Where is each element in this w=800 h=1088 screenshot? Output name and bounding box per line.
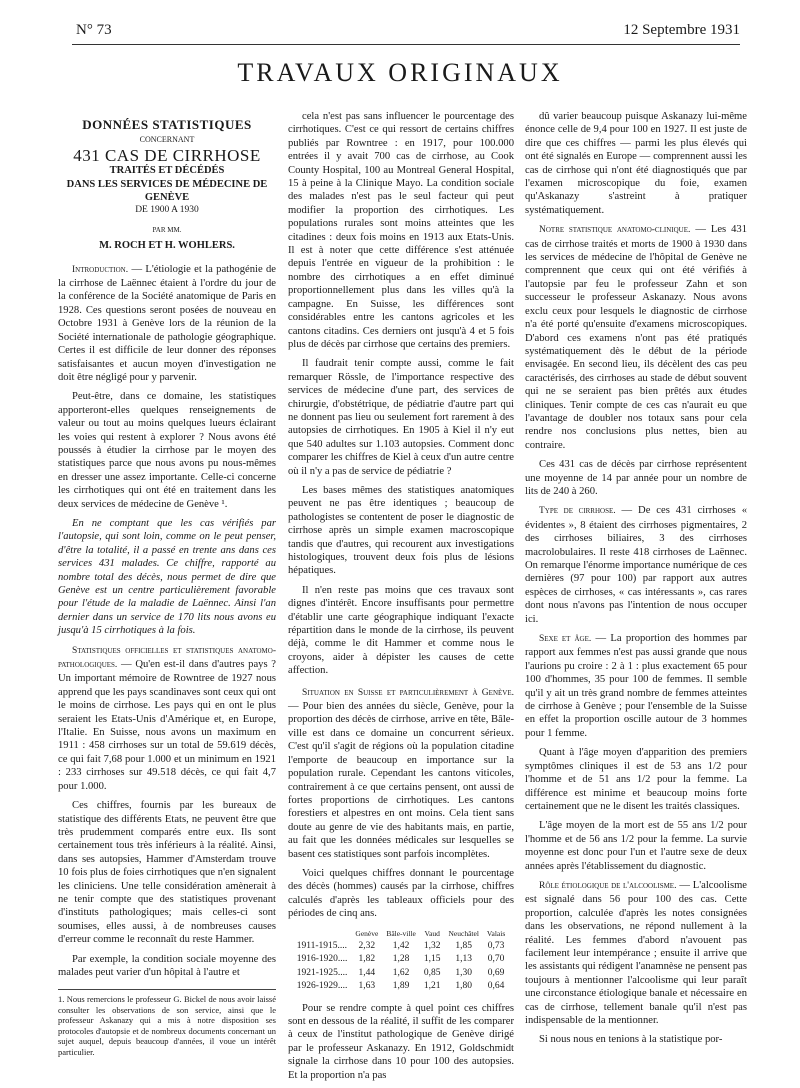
section-title: TRAVAUX ORIGINAUX	[237, 58, 563, 87]
table-cell: 1,42	[392, 940, 410, 951]
paragraph	[288, 686, 514, 861]
table-cell: 1,21	[423, 981, 441, 992]
table-header-cell: Valais	[486, 928, 506, 938]
paragraph-text: — Pour bien des années du siècle, Genève, pour la proportion des décès de cirrhose, arrive en tête, Bâle-ville est dans ce domaine un concurrent sérieux. C'est qu'il s'agit de régions où la population citadine l'emporte de beaucoup en importance sur la population rurale. Cependant les cantons viticoles, contrairement à ce que certains pensent, ont aussi de fortes proportions de cirrhotiques. Les cantons forestiers et alpestres en ont moins. Cela tient sans doute au genre de vie des habitants mais, en partie, au fait que les données médicales sur lesquelles se basent ces statistiques sont parfois incomplètes.	[288, 701, 514, 860]
paragraph	[58, 517, 276, 638]
table-header-cell	[293, 927, 352, 940]
table-cell: 1,13	[455, 954, 473, 965]
column-1	[58, 110, 276, 1057]
paragraph-text: En ne comptant que les cas vérifiés par l'autopsie, qui sont loin, comme on le peut penser, d'être la totalité, il a passé en trente ans dans ces services 431 malades. Ce chiffre, rapporté au nombre total des décès, nous permet de dire que Genève est un centre particulièrement favorable pour l'étude de la maladie de Laënnec. Ainsi l'an dernier dans un service de 170 lits nous avons eu jusqu'à 15 cirrhotiques à la fois.	[58, 517, 276, 637]
paragraph-text: — La proportion des hommes par rapport aux femmes n'est pas aussi grande que nous l'aurions pu croire : 2 à 1 : plus exactement 65 pour 100 d'hommes, 35 pour 100 de femmes. Il semble qu'il y ait un très grand nombre de femmes atteintes de cirrhose à Genève ; pour l'ensemble de la Suisse en effet la proportion oscille autour de 3 hommes pour 1 femme.	[525, 633, 747, 739]
mortality-table	[293, 927, 510, 994]
article-title-line6: DE 1900 A 1930	[135, 205, 199, 216]
paragraph	[58, 644, 276, 793]
paragraph: Si nous nous en tenions à la statistique por-	[539, 1034, 723, 1046]
table-header-row	[293, 927, 510, 940]
table-cell: 1,32	[423, 940, 441, 951]
table-cell: 1,80	[455, 981, 473, 992]
table-row	[293, 980, 510, 993]
table-header-cell: Genève	[355, 928, 379, 938]
article-title-line5: DANS LES SERVICES DE MÉDECINE DE GENÈVE	[66, 178, 268, 204]
issue-date: 12 Septembre 1931	[623, 22, 740, 38]
header-rule	[72, 44, 740, 45]
table-cell: 0,69	[487, 967, 505, 978]
paragraph	[58, 263, 276, 385]
table-cell: 1,30	[455, 967, 473, 978]
paragraph-heading: Situation en Suisse et particulièrement à Genève.	[302, 687, 514, 698]
paragraph-text: — L'alcoolisme est signalé dans 56 pour 100 des cas. Cette proportion, calculée d'après les notes consignées dans les observations, ne répond nullement à la réalité. Les femmes d'abord n'avouent pas facilement leur intempérance ; ensuite il arrive que les assistants qui rédigent l'anamnèse ne pensent pas toujours à mentionner l'alcoolisme qui leur paraît une circonstance étiologique banale et nécessaire en cas de cirrhose, tellement banale qu'il n'est pas indispensable de la mentionner.	[525, 879, 748, 1026]
paragraph-heading: Rôle étiologique de l'alcoolisme.	[539, 880, 677, 891]
footnote: 1. Nous remercions le professeur G. Bickel de nous avoir laissé consulter les observations de son service, ainsi que le professeur Askanazy qui a mis à notre disposition ses protocoles d'autopsie et de nombreux documents concernant un sujet auquel, depuis beaucoup d'années, il voue un intérêt particulier.	[58, 989, 276, 1057]
paragraph: Ces 431 cas de décès par cirrhose représentent une moyenne de 14 par année pour un nombre de lits de 240 à 260.	[525, 459, 747, 497]
table-cell: 1,63	[358, 981, 376, 992]
paragraph: L'âge moyen de la mort est de 55 ans 1/2 pour l'homme et de 56 ans 1/2 pour la femme. La survie moyenne est donc pour l'un et l'autre sexe de deux années après l'établissement du diagnostic.	[525, 820, 747, 872]
paragraph: Pour se rendre compte à quel point ces chiffres sont en dessous de la réalité, il suffit de les comparer à ceux de l'institut pathologique de Genève dirigé par le professeur Askanazy. En 1912, Goldschmidt signale la cirrhose dans 10 pour 100 des autopsies. Et la proportion n'a pas	[288, 1002, 514, 1081]
table-cell: 1926-1929....	[296, 981, 348, 992]
table-row	[293, 967, 510, 980]
paragraph-heading: Type de cirrhose.	[539, 506, 616, 517]
table-cell: 1,44	[358, 967, 376, 978]
page-number: N° 73	[76, 22, 112, 38]
paragraph-text: — Les 431 cas de cirrhose traités et morts de 1900 à 1930 dans les services de médecine de l'hôpital de Genève ne comprennent que ceux qui ont été vérifiés à l'autopsie par feu le professeur Zahn et son successeur le professeur Askanazy. Nous avons exclu ceux pour lesquels le diagnostic de cirrhose n'a été porté qu'ensuite d'examens microscopiques. D'abord ces examens n'ont pas été pratiqués systématiquement dès le début de la période envisagée. En second lieu, ils décèlent des cas peu caractérisés, des cirrhoses au stade de début souvent qui ne se seraient pas bien prêtés aux études cliniques. Tenir compte de ces cas n'aurait eu que l'avantage de doubler nos totaux sans pour cela rendre nos conclusions plus nettes, bien au contraire.	[525, 224, 748, 451]
paragraph: Il faudrait tenir compte aussi, comme le fait remarquer Rössle, de l'importance respective des services de médecine d'une part, des services de chirurgie, d'obstétrique, de pédiatrie d'autre part qui ne donnent pas lieu ou seulement fort rarement à des autopsies de cirrhotiques. En 1905 à Kiel il n'y eut que 540 adultes sur 1.103 autopsies. Comment donc comparer les chiffres de Kiel à ceux d'un autre centre où il n'y a pas de service de pédiatrie ?	[288, 358, 514, 477]
table-cell: 1,15	[423, 954, 441, 965]
paragraph: Quant à l'âge moyen d'apparition des premiers symptômes cliniques il est de 53 ans 1/2 pour l'homme et de 51 ans 1/2 pour la femme. La différence est minime et beaucoup moins forte certainement que ne le disent les traités classiques.	[525, 747, 747, 812]
paragraph	[525, 504, 747, 626]
article-by: PAR MM.	[152, 225, 182, 234]
article-title-line2: CONCERNANT	[139, 135, 195, 145]
table-cell: 1,82	[358, 954, 376, 965]
paragraph-heading: Introduction.	[72, 264, 129, 275]
article-title-line4: TRAITÉS ET DÉCÉDÉS	[109, 165, 225, 177]
paragraph	[525, 879, 747, 1027]
paragraph: Les bases mêmes des statistiques anatomiques peuvent ne pas être identiques ; beaucoup de pathologistes se contentent de poser le diagnostic de cirrhose après un simple examen macroscopique tandis que d'autres, qui recourent aux investigations histologiques, trouvent deux fois plus de lésions hépatiques.	[288, 484, 514, 577]
paragraph-heading: Sexe et âge.	[539, 634, 592, 645]
table-header-cell: Neuchâtel	[448, 928, 479, 938]
table-cell: 0,73	[487, 940, 505, 951]
paragraph: Par exemple, la condition sociale moyenne des malades peut varier d'un hôpital à l'autre et	[58, 953, 276, 978]
table-cell: 1,62	[392, 967, 410, 978]
table-cell: 0,70	[487, 954, 505, 965]
table-header-cell: Bâle-ville	[386, 928, 416, 938]
article-authors: M. ROCH ET H. WOHLERS.	[99, 240, 235, 252]
article-title-line1: DONNÉES STATISTIQUES	[82, 117, 252, 132]
table-cell: 1,28	[392, 954, 410, 965]
table-cell: 1911-1915....	[296, 940, 348, 951]
table-cell: 1,89	[392, 981, 410, 992]
column-3	[525, 110, 747, 1053]
paragraph-text: — Qu'en est-il dans d'autres pays ? Un important mémoire de Rowntree de 1927 nous apprend que les pays scandinaves sont ceux qui ont le moins de cirrhose. Les pays qui en ont le plus seraient les Etats-Unis d'Amérique et, en Europe, l'Italie. En Suisse, nous avons un maximum en 1911 : 458 cirrhoses sur un total de 59.619 décès, ce qui fait 7,68 pour 1.000 et un minimum en 1921 : 233 cirrhoses sur 49.518 décès, ce qui fait 4,7 pour 1.000.	[58, 659, 276, 792]
table-row	[293, 953, 510, 966]
table-cell: 1921-1925....	[296, 967, 348, 978]
article-title-line3: 431 CAS DE CIRRHOSE	[73, 145, 261, 165]
paragraph-text: — L'étiologie et la pathogénie de la cirrhose de Laënnec étaient à l'ordre du jour de la conférence de la Société anatomique de Paris en 1928. Ces questions seront posées de nouveau en Octobre 1931 à Genève lors de la réunion de la Société internationale de pathologie géographique. Certes il est difficile de leur donner des réponses satisfaisantes et aucun moyen d'investigation ne doit être négligé pour y parvenir.	[58, 263, 276, 383]
paragraph: Voici quelques chiffres donnant le pourcentage des décès (hommes) causés par la cirrhose, chiffres calculés d'après les tableaux officiels pour des périodes de cinq ans.	[288, 867, 514, 920]
paragraph-heading: Statistiques officielles et statistiques anatomo-pathologiques.	[58, 645, 276, 671]
table-cell: 1916-1920....	[296, 954, 348, 965]
paragraph: Ces chiffres, fournis par les bureaux de statistique des différents Etats, ne peuvent être que très prudemment comparés entre eux. Ils sont certainement tous très inférieurs à la réalité. Ainsi, dans ses autopsies, Hammer d'Amsterdam trouve 10 fois plus de foies cirrhotiques que n'en signalent les cliniciens. Une telle considération amènerait à ne tenir compte que des statistiques provenant d'instituts pathologiques; mais celles-ci sont soumises, elles aussi, à de nombreuses causes d'erreur comme le reconnaît du reste Hammer.	[58, 800, 276, 946]
paragraph	[525, 223, 747, 452]
table-cell: 0,85	[423, 967, 441, 978]
paragraph-heading: Notre statistique anatomo-clinique.	[539, 225, 691, 236]
paragraph-text: — De ces 431 cirrhoses « évidentes », 8 étaient des cirrhoses pigmentaires, 2 des cirrhoses biliaires, 3 des cirrhoses macrolobulaires. Il reste 418 cirrhoses de Laënnec. On remarque l'énorme importance numérique de ces dernières (97 pour 100) par rapport aux autres espèces de cirrhoses, « cas intéressants », cas rares dont nous n'avons pas l'intention de nous occuper ici.	[525, 505, 747, 625]
paragraph: Peut-être, dans ce domaine, les statistiques apporteront-elles quelques renseignements de valeur ou tout au moins quelques lueurs éclairant les voies qui restent à explorer ? Nous avons été poussés à étudier la cirrhose par le moyen des statistiques parce que nous avons pu nous-mêmes en dresser une assez importante. Celle-ci concerne les cirrhotiques qui ont été en traitement dans les deux services de médecine de Genève ¹.	[58, 391, 276, 510]
table-row	[293, 940, 510, 953]
paragraph: cela n'est pas sans influencer le pourcentage des cirrhotiques. C'est ce qui ressort de certains chiffres publiés par Rowntree : en 1917, pour 100.000 entrées il y avait 700 cas de cirrhose, au Cook County Hospital, 100 au Montreal General Hospital, 15 à peine à la Clinique Mayo. La condition sociale des malades n'est pas le seul facteur qui peut modifier la proportion des cirrhotiques. Les populations rurales sont moins atteintes que les citadines : deux fois moins en 1913 aux Etats-Unis. Il est à noter que cette différence s'est atténuée depuis l'entrée en vigueur de la prohibition : le nombre des cirrhotiques a en effet diminué proportionnellement plus dans les villes qu'à la campagne. En Suisse, les différences sont considérables entre les cantons agricoles et les cantons citadins. Ces derniers ont jusqu'à 4 et 5 fois plus de décès par cirrhose que certains des premiers.	[288, 111, 514, 350]
table-cell: 0,64	[487, 981, 505, 992]
table-header-cell: Vaud	[424, 928, 440, 938]
paragraph: dû varier beaucoup puisque Askanazy lui-même énonce celle de 9,4 pour 100 en 1927. Il est juste de dire que ces chiffres — parmi les plus élevés qui ont été signalés en Europe — comprennent aussi les cas de cirrhose qui n'ont été diagnostiqués que par l'examen microscopique du foie, examen qu'Askanazy s'astreint à pratiquer systématiquement.	[525, 111, 747, 216]
table-cell: 2,32	[358, 940, 376, 951]
paragraph	[525, 632, 747, 740]
table-cell: 1,85	[455, 940, 473, 951]
article-heading	[58, 118, 276, 253]
column-2	[288, 110, 514, 1088]
paragraph: Il n'en reste pas moins que ces travaux sont dignes d'intérêt. Encore insuffisants pour permettre d'établir une carte géographique indiquant l'exacte répartition dans le monde de la cirrhose, ils peuvent déjà, comme le dit Hammer et comme nous le croyons, aider à dépister les causes de cette affection.	[288, 584, 514, 677]
